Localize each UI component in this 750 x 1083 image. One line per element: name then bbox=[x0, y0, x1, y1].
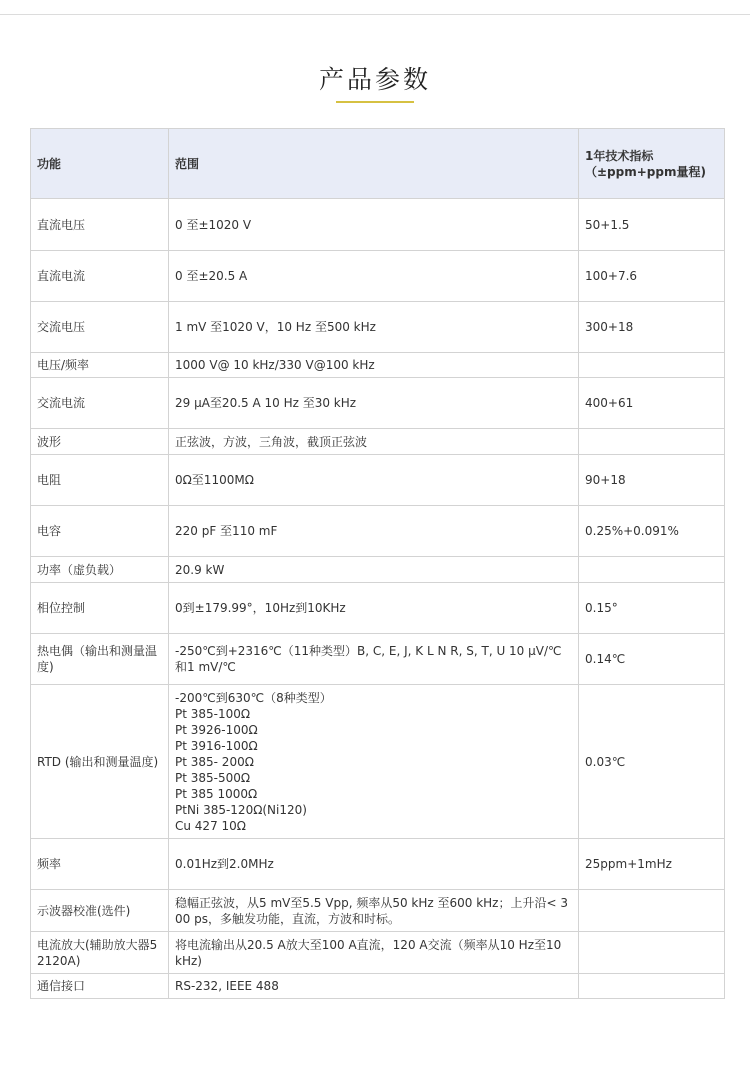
cell-function: 电流放大(辅助放大器52120A) bbox=[31, 932, 169, 974]
cell-spec: 100+7.6 bbox=[579, 251, 725, 302]
table-row bbox=[31, 890, 725, 932]
cell-range: -250℃到+2316℃（11种类型）B, C, E, J, K L N R, S, T, U 10 μV/℃和1 mV/℃ bbox=[169, 634, 579, 685]
cell-range: 29 μA至20.5 A 10 Hz 至30 kHz bbox=[169, 378, 579, 429]
cell-function: 直流电流 bbox=[31, 251, 169, 302]
table-row bbox=[31, 839, 725, 890]
cell-range: 0 至±20.5 A bbox=[169, 251, 579, 302]
table-row bbox=[31, 199, 725, 251]
cell-spec: 90+18 bbox=[579, 455, 725, 506]
cell-range: RS-232, IEEE 488 bbox=[169, 974, 579, 999]
cell-spec: 0.25%+0.091% bbox=[579, 506, 725, 557]
table-row bbox=[31, 429, 725, 455]
table-row bbox=[31, 634, 725, 685]
table-row bbox=[31, 685, 725, 839]
cell-spec: 0.14℃ bbox=[579, 634, 725, 685]
table-row bbox=[31, 378, 725, 429]
cell-function: 热电偶（输出和测量温度) bbox=[31, 634, 169, 685]
cell-function: 交流电压 bbox=[31, 302, 169, 353]
header-spec: 1年技术指标 （±ppm+ppm量程) bbox=[579, 129, 725, 199]
spec-table bbox=[30, 128, 725, 999]
cell-spec bbox=[579, 353, 725, 378]
cell-range: 1000 V@ 10 kHz/330 V@100 kHz bbox=[169, 353, 579, 378]
table-row bbox=[31, 506, 725, 557]
cell-spec bbox=[579, 974, 725, 999]
table-row bbox=[31, 251, 725, 302]
page-title: 产品参数 bbox=[318, 65, 431, 94]
top-divider bbox=[0, 14, 750, 15]
cell-function: 功率（虚负载） bbox=[31, 557, 169, 583]
cell-spec: 0.15° bbox=[579, 583, 725, 634]
cell-spec: 300+18 bbox=[579, 302, 725, 353]
cell-range: 20.9 kW bbox=[169, 557, 579, 583]
table-header-row bbox=[31, 129, 725, 199]
cell-range: 220 pF 至110 mF bbox=[169, 506, 579, 557]
cell-spec: 0.03℃ bbox=[579, 685, 725, 839]
cell-function: 直流电压 bbox=[31, 199, 169, 251]
header-range: 范围 bbox=[169, 129, 579, 199]
table-row bbox=[31, 455, 725, 506]
cell-spec bbox=[579, 890, 725, 932]
cell-spec: 400+61 bbox=[579, 378, 725, 429]
cell-range: 稳幅正弦波，从5 mV至5.5 Vpp, 频率从50 kHz 至600 kHz；上升沿< 300 ps，多触发功能，直流，方波和时标。 bbox=[169, 890, 579, 932]
cell-range: 0.01Hz到2.0MHz bbox=[169, 839, 579, 890]
table-row bbox=[31, 353, 725, 378]
cell-range: 0Ω至1100MΩ bbox=[169, 455, 579, 506]
cell-range: 正弦波，方波，三角波，截顶正弦波 bbox=[169, 429, 579, 455]
table-row bbox=[31, 932, 725, 974]
cell-function: 波形 bbox=[31, 429, 169, 455]
cell-spec bbox=[579, 557, 725, 583]
cell-spec: 50+1.5 bbox=[579, 199, 725, 251]
cell-range: 0 至±1020 V bbox=[169, 199, 579, 251]
cell-function: 通信接口 bbox=[31, 974, 169, 999]
table-row bbox=[31, 583, 725, 634]
cell-function: 频率 bbox=[31, 839, 169, 890]
cell-range: 1 mV 至1020 V，10 Hz 至500 kHz bbox=[169, 302, 579, 353]
cell-spec: 25ppm+1mHz bbox=[579, 839, 725, 890]
cell-function: 相位控制 bbox=[31, 583, 169, 634]
cell-spec bbox=[579, 932, 725, 974]
table-row bbox=[31, 974, 725, 999]
cell-function: 交流电流 bbox=[31, 378, 169, 429]
cell-function: 示波器校准(选件) bbox=[31, 890, 169, 932]
cell-function: 电压/频率 bbox=[31, 353, 169, 378]
cell-range: -200℃到630℃（8种类型） Pt 385-100Ω Pt 3926-100Ω Pt 3916-100Ω Pt 385- 200Ω Pt 385-500Ω Pt 385 1000Ω PtNi 385-120Ω(Ni120) Cu 427 10Ω bbox=[169, 685, 579, 839]
title-underline bbox=[336, 101, 414, 103]
table-row bbox=[31, 557, 725, 583]
header-function: 功能 bbox=[31, 129, 169, 199]
table-row bbox=[31, 302, 725, 353]
cell-range: 0到±179.99°，10Hz到10KHz bbox=[169, 583, 579, 634]
cell-function: 电阻 bbox=[31, 455, 169, 506]
cell-spec bbox=[579, 429, 725, 455]
cell-range: 将电流输出从20.5 A放大至100 A直流，120 A交流（频率从10 Hz至10 kHz) bbox=[169, 932, 579, 974]
cell-function: RTD (输出和测量温度) bbox=[31, 685, 169, 839]
cell-function: 电容 bbox=[31, 506, 169, 557]
